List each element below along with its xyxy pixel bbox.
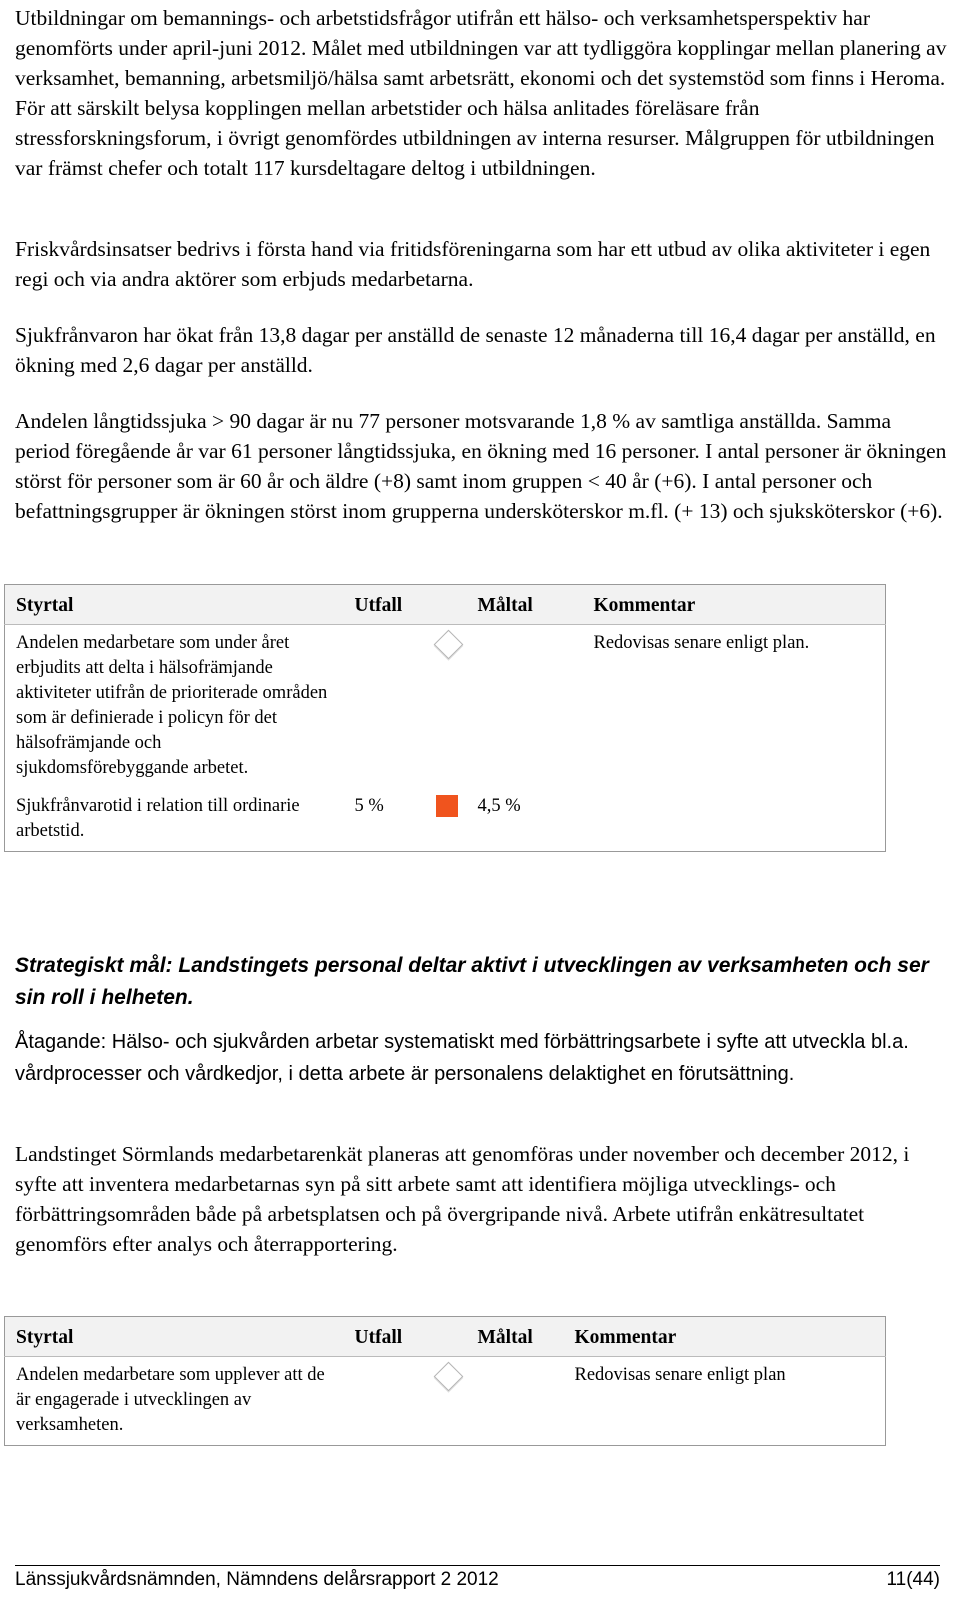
cell-utfall: [344, 1357, 425, 1446]
cell-kommentar: Redovisas senare enligt plan.: [593, 633, 810, 653]
header-kommentar: Kommentar: [583, 585, 886, 625]
table-row: [5, 625, 886, 789]
paragraph-wellness: Friskvårdsinsatser bedrivs i första hand via fritidsföreningarna som har ett utbud av olika aktiviteter i egen regi och via andra aktörer som erbjuds medarbetarna.: [15, 237, 931, 291]
status-square-red-icon: [436, 795, 458, 817]
table-row: [5, 788, 886, 852]
header-maltal: Måltal: [467, 1317, 564, 1357]
cell-kommentar: [583, 788, 886, 852]
header-styrtal: Styrtal: [5, 1317, 344, 1357]
cell-styrtal: Sjukfrånvarotid i relation till ordinarie arbetstid.: [16, 796, 300, 841]
cell-status: [425, 788, 467, 852]
strategic-goal-heading: Strategiskt mål: Landstingets personal deltar aktivt i utvecklingen av verksamheten och ser sin roll i helheten.: [15, 954, 929, 1009]
paragraph-training: Utbildningar om bemannings- och arbetstidsfrågor utifrån ett hälso- och verksamhetsperspektiv har genomförts under april-juni 2012. Målet med utbildningen var att tydliggöra kopplingar mellan planering av verksamhet, bemanning, arbetsmiljö/hälsa samt arbetsrätt, ekonomi och det systemstöd som finns i Heroma. För att särskilt belysa kopplingen mellan arbetstider och hälsa anlitades föreläsare från stressforskningsforum, i övrigt genomfördes utbildningen av interna resurser. Målgruppen för utbildningen var främst chefer och totalt 117 kursdeltagare deltog i utbildningen.: [15, 6, 947, 180]
table-header-row: [5, 1317, 886, 1357]
header-utfall: Utfall: [344, 585, 467, 625]
cell-styrtal: Andelen medarbetare som upplever att de är engagerade i utvecklingen av verksamheten.: [16, 1365, 325, 1435]
status-diamond-empty-icon: [433, 1362, 463, 1392]
goals-table-2: [4, 1316, 886, 1446]
status-diamond-empty-icon: [433, 630, 463, 660]
paragraph-long-term-sick: Andelen långtidssjuka > 90 dagar är nu 77 personer motsvarande 1,8 % av samtliga anställda. Samma period föregående år var 61 personer långtidssjuka, en ökning med 16 personer. I antal personer är ökningen störst för personer som är 60 år och äldre (+8) samt inom gruppen < 40 år (+6). I antal personer och befattningsgrupper är ökningen störst inom grupperna undersköterskor m.fl. (+ 13) och sjuksköterskor (+6).: [15, 409, 947, 523]
page-number: 11(44): [886, 1569, 940, 1590]
cell-status: [425, 625, 467, 789]
cell-styrtal: Andelen medarbetare som under året erbjudits att delta i hälsofrämjande aktiviteter utifrån de prioriterade områden som är definierade i policyn för det hälsofrämjande och sjukdomsförebyggande arbetet.: [16, 633, 328, 778]
header-styrtal: Styrtal: [5, 585, 344, 625]
cell-maltal: [467, 625, 583, 789]
cell-utfall: [344, 625, 425, 789]
header-utfall: Utfall: [344, 1317, 467, 1357]
goals-table-1: [4, 584, 886, 852]
cell-status: [425, 1357, 467, 1446]
commitment-text: Åtagande: Hälso- och sjukvården arbetar systematiskt med förbättringsarbete i syfte att utveckla bl.a. vårdprocesser och vårdkedjor, i detta arbete är personalens delaktighet en förutsättning.: [15, 1031, 909, 1085]
page-footer: [15, 1565, 940, 1594]
cell-kommentar: Redovisas senare enligt plan: [574, 1365, 786, 1385]
table-row: [5, 1357, 886, 1446]
cell-maltal: 4,5 %: [477, 796, 521, 816]
table-header-row: [5, 585, 886, 625]
footer-title: Länssjukvårdsnämnden, Nämndens delårsrapport 2 2012: [15, 1569, 499, 1590]
paragraph-sick-leave: Sjukfrånvaron har ökat från 13,8 dagar per anställd de senaste 12 månaderna till 16,4 dagar per anställd, en ökning med 2,6 dagar per anställd.: [15, 323, 936, 377]
header-kommentar: Kommentar: [564, 1317, 886, 1357]
cell-maltal: [467, 1357, 564, 1446]
cell-utfall: 5 %: [354, 796, 384, 816]
header-maltal: Måltal: [467, 585, 583, 625]
paragraph-survey: Landstinget Sörmlands medarbetarenkät planeras att genomföras under november och december 2012, i syfte att inventera medarbetarnas syn på sitt arbete samt att identifiera möjliga utvecklings- och förbättringsområden både på arbetsplatsen och på övergripande nivå. Arbete utifrån enkätresultatet genomförs efter analys och återrapportering.: [15, 1142, 910, 1256]
